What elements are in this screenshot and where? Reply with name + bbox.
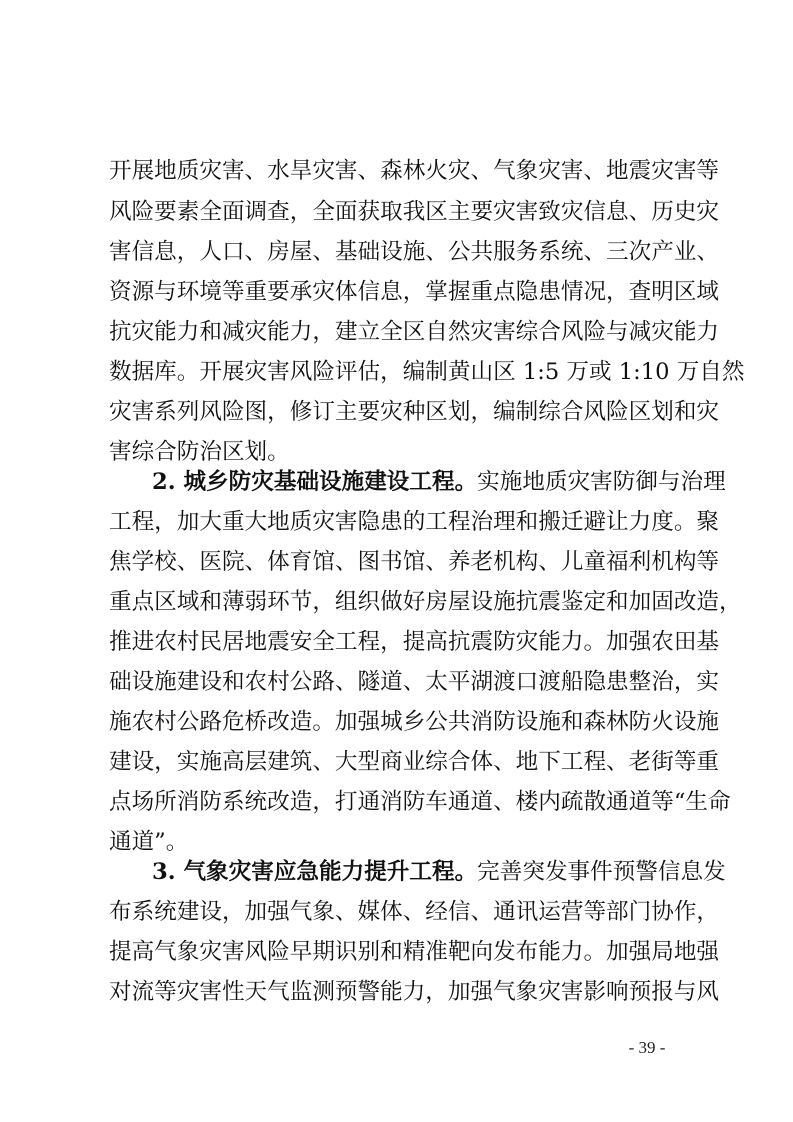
- paragraph-2-first-line-text: 实施地质灾害防御与治理: [477, 469, 726, 495]
- paragraph-2-line: 焦学校、医院、体育馆、图书馆、养老机构、儿童福利机构等: [109, 549, 720, 575]
- section-heading-3: 3. 气象灾害应急能力提升工程。: [152, 859, 478, 885]
- paragraph-3-line: 布系统建设，加强气象、媒体、经信、通讯运营等部门协作，: [109, 899, 720, 925]
- paragraph-2-line: 施农村公路危桥改造。加强城乡公共消防设施和森林防火设施: [109, 709, 720, 735]
- paragraph-2-first-line: [152, 462, 726, 502]
- paragraph-3-first-line: [152, 852, 726, 892]
- paragraph-2-line: 推进农村民居地震安全工程，提高抗震防灾能力。加强农田基: [109, 629, 720, 655]
- paragraph-2-line: 点场所消防系统改造，打通消防车通道、楼内疏散通道等“生命: [109, 789, 731, 815]
- paragraph-2-line: 工程，加大重大地质灾害隐患的工程治理和搬迁避让力度。聚: [109, 509, 720, 535]
- paragraph-2-line: 建设，实施高层建筑、大型商业综合体、地下工程、老街等重: [109, 749, 720, 775]
- paragraph-3-line: 提高气象灾害风险早期识别和精准靶向发布能力。加强局地强: [109, 939, 720, 965]
- paragraph-1-line: 风险要素全面调查，全面获取我区主要灾害致灾信息、历史灾: [109, 199, 720, 225]
- paragraph-1-line: 害信息，人口、房屋、基础设施、公共服务系统、三次产业、: [109, 239, 720, 265]
- paragraph-1-line: 资源与环境等重要承灾体信息，掌握重点隐患情况，查明区域: [109, 279, 720, 305]
- paragraph-2-line: 重点区域和薄弱环节，组织做好房屋设施抗震鉴定和加固改造，: [109, 589, 742, 615]
- paragraph-1-line: 数据库。开展灾害风险评估，编制黄山区 1:5 万或 1:10 万自然: [109, 359, 745, 385]
- paragraph-1-line: 开展地质灾害、水旱灾害、森林火灾、气象灾害、地震灾害等: [109, 158, 720, 184]
- paragraph-1-line: 灾害系列风险图，修订主要灾种区划，编制综合风险区划和灾: [109, 399, 720, 425]
- paragraph-2-line: 通道”。: [109, 829, 189, 855]
- paragraph-3-first-line-text: 完善突发事件预警信息发: [477, 859, 726, 885]
- page-number: - 39 -: [628, 1038, 666, 1057]
- section-heading-2: 2. 城乡防灾基础设施建设工程。: [152, 469, 478, 495]
- paragraph-1-line: 害综合防治区划。: [109, 439, 290, 465]
- paragraph-1-line: 抗灾能力和减灾能力，建立全区自然灾害综合风险与减灾能力: [109, 319, 720, 345]
- paragraph-2-line: 础设施建设和农村公路、隧道、太平湖渡口渡船隐患整治，实: [109, 669, 720, 695]
- paragraph-3-line: 对流等灾害性天气监测预警能力，加强气象灾害影响预报与风: [109, 979, 720, 1005]
